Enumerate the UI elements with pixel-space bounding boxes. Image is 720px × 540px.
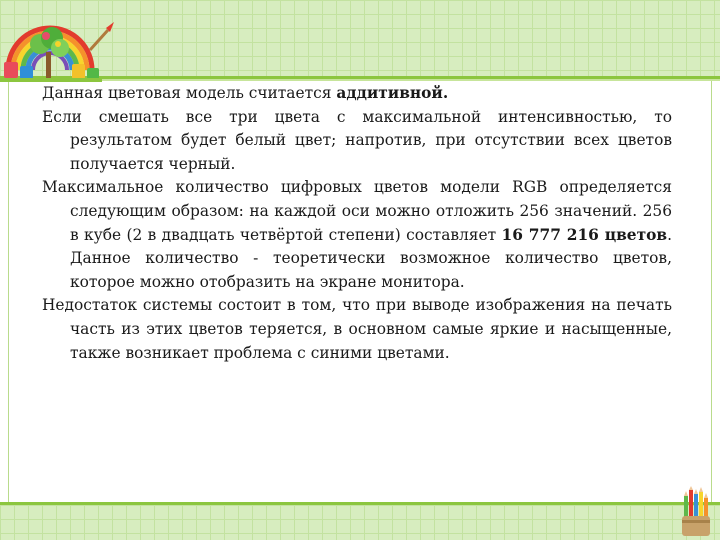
- text-segment: Если смешать все три цвета с максимальной интенсивностью, то результатом будет белый цвет; напротив, при отсутствии всех цветов получается черный.: [42, 107, 672, 173]
- text-segment: Данная цветовая модель считается: [42, 84, 337, 102]
- paragraph: [42, 294, 672, 365]
- right-accent-line: [711, 81, 712, 502]
- rainbow-paint-tree-icon: [0, 0, 120, 95]
- bold-term: 16 777 216 цветов: [501, 225, 668, 244]
- bottom-decorative-band: [0, 505, 720, 540]
- paragraph: [42, 176, 672, 294]
- main-text: [42, 82, 672, 365]
- paragraph: [42, 82, 672, 106]
- left-accent-line: [8, 81, 9, 502]
- paragraph: [42, 106, 672, 177]
- bold-term: аддитивной.: [336, 84, 449, 102]
- pencils-cup-icon: [676, 486, 716, 538]
- text-segment: . Данное количество - теоретически возможное количество цветов, которое можно отобразить на экране монитора.: [70, 225, 672, 291]
- text-segment: Недостаток системы состоит в том, что при выводе изображения на печать часть из этих цветов теряется, в основном самые яркие и насыщенные, также возникает проблема с синими цветами.: [42, 296, 672, 362]
- text-segment: Максимальное количество цифровых цветов модели RGB определяется следующим образом: на каждой оси можно отложить 256 значений. 256 в кубе (2 в двадцать четвёртой степени) составляет: [42, 178, 672, 244]
